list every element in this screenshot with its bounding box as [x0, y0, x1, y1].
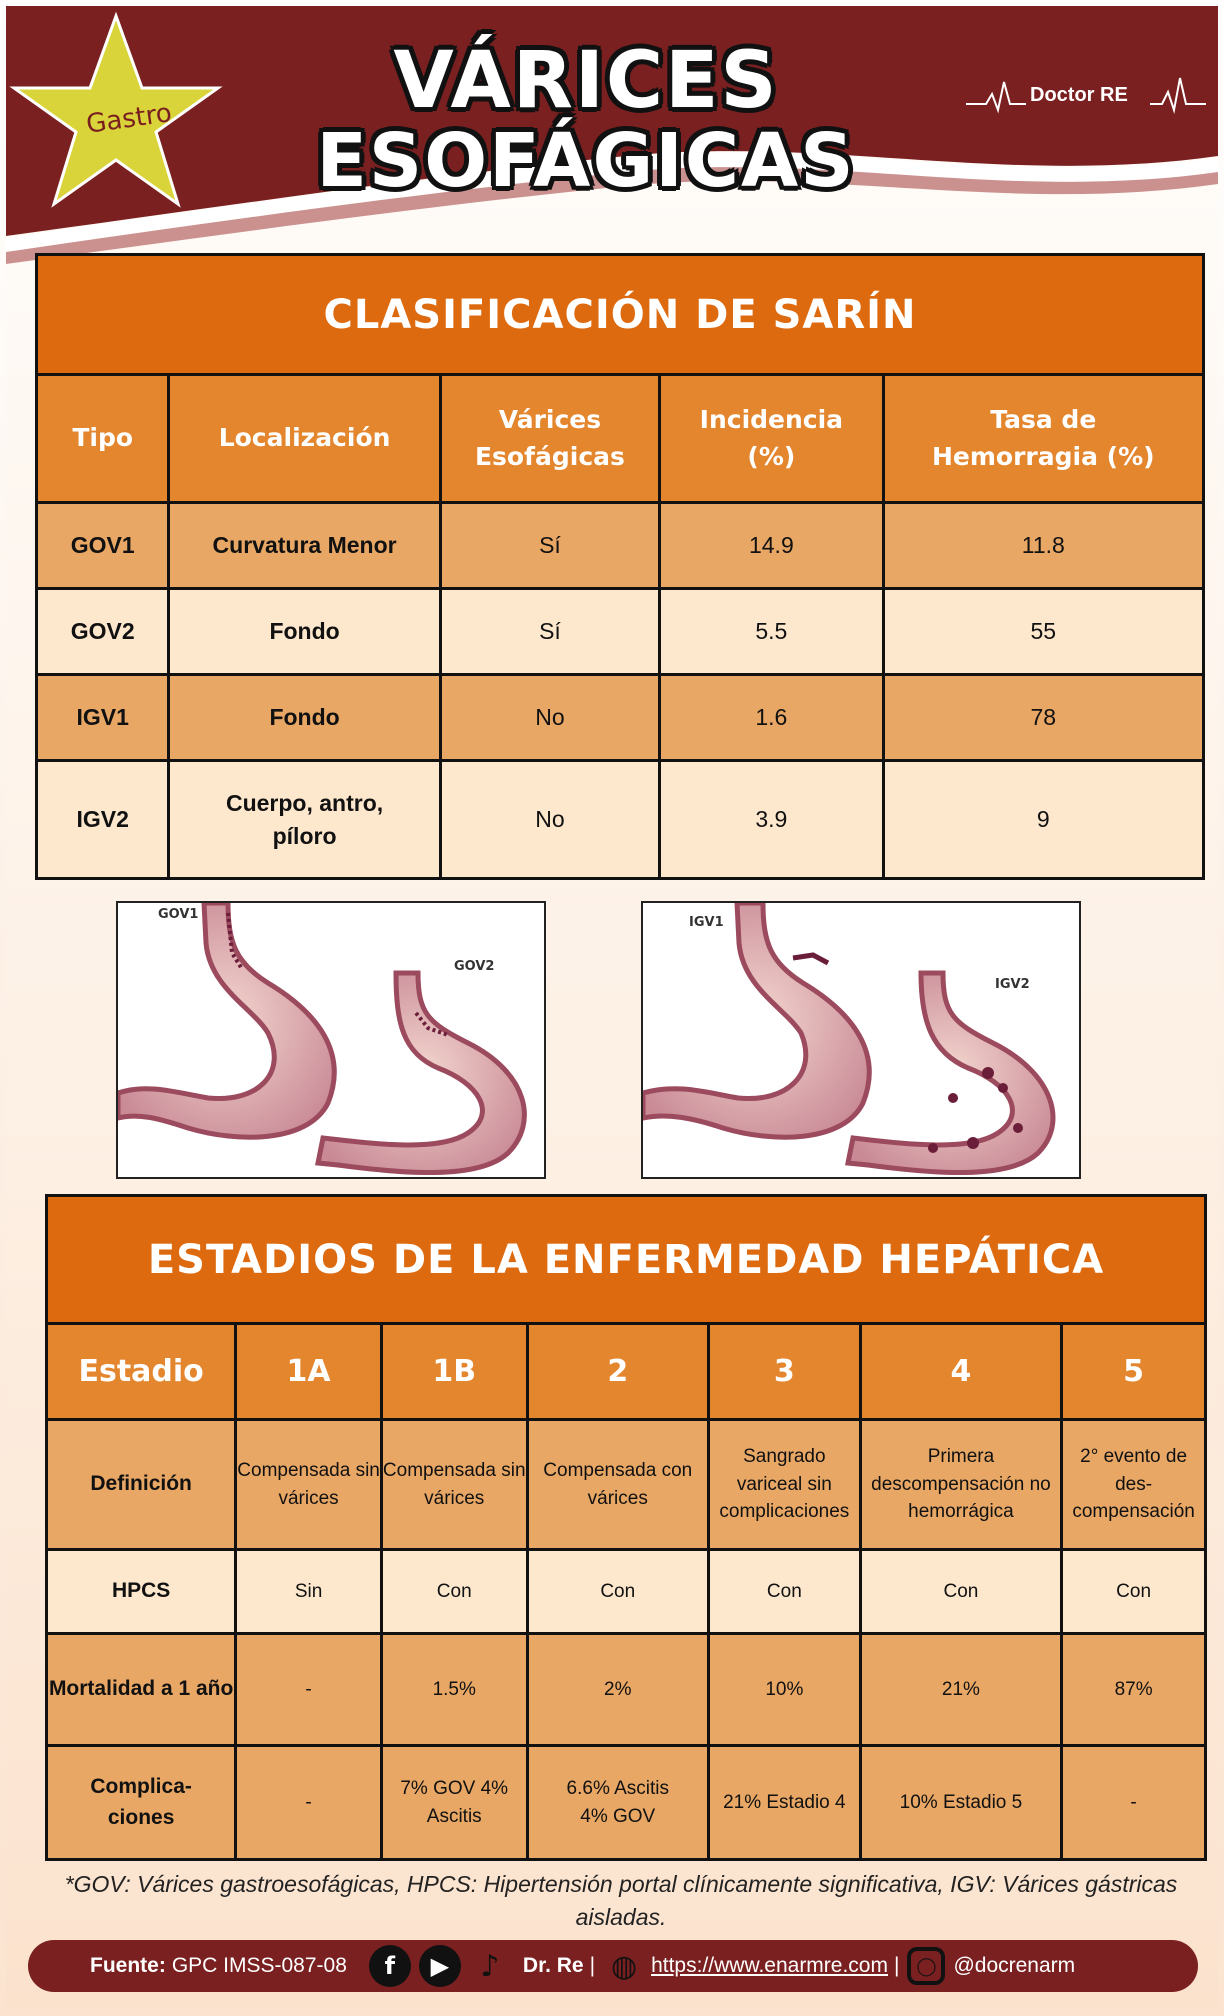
col-header-hemorragia: Tasa de Hemorragia (%) — [883, 375, 1203, 503]
table-row — [37, 675, 1204, 761]
row-label-hpcs: HPCS — [47, 1550, 236, 1634]
col-header-stage: 4 — [860, 1324, 1061, 1420]
brand-logo — [966, 76, 1206, 116]
cell-incidencia: 14.9 — [660, 503, 883, 589]
tiktok-icon[interactable]: ♪ — [480, 1948, 500, 1984]
table-cell: Sin — [236, 1550, 382, 1634]
col-header-incidencia: Incidencia (%) — [660, 375, 883, 503]
separator: | — [589, 1954, 596, 1977]
table-cell: Con — [708, 1550, 860, 1634]
table-cell: Compensada con várices — [527, 1420, 708, 1550]
cell-incidencia: 5.5 — [660, 589, 883, 675]
label-igv2: IGV2 — [995, 977, 1030, 992]
source-value: GPC IMSS-087-08 — [171, 1954, 347, 1977]
cell-localizacion: Fondo — [169, 589, 440, 675]
cell-varices: Sí — [440, 589, 659, 675]
table-cell: - — [236, 1634, 382, 1746]
page-title-line1: VÁRICES — [393, 36, 779, 126]
table-row — [37, 503, 1204, 589]
cell-localizacion: Fondo — [169, 675, 440, 761]
author-name: Dr. Re — [522, 1954, 584, 1977]
cell-hemorragia: 9 — [883, 761, 1203, 879]
estadios-title: ESTADIOS DE LA ENFERMEDAD HEPÁTICA — [47, 1196, 1206, 1324]
globe-icon: ◍ — [610, 1948, 638, 1984]
label-gov1: GOV1 — [158, 907, 199, 922]
cell-localizacion: Cuerpo, antro, píloro — [169, 761, 440, 879]
page-title-line2: ESOFÁGICAS — [316, 118, 856, 204]
table-cell: Primera descompensación no hemorrágica — [860, 1420, 1061, 1550]
col-header-varices: Várices Esofágicas — [440, 375, 659, 503]
table-cell: Con — [1062, 1550, 1206, 1634]
col-header-localizacion: Localización — [169, 375, 440, 503]
table-cell: 2° evento de des-compensación — [1062, 1420, 1206, 1550]
col-header-stage: 1B — [381, 1324, 527, 1420]
row-label-complicaciones: Complica-ciones — [47, 1746, 236, 1860]
stomach-diagram-icon — [118, 903, 546, 1179]
header-banner — [6, 6, 1218, 266]
table-cell: Con — [527, 1550, 708, 1634]
table-cell: Con — [860, 1550, 1061, 1634]
col-header-stage: 5 — [1062, 1324, 1206, 1420]
table-cell: - — [236, 1746, 382, 1860]
cell-tipo: GOV1 — [37, 503, 169, 589]
cell-varices: No — [440, 675, 659, 761]
instagram-icon[interactable]: ◯ — [907, 1947, 945, 1985]
source-label: Fuente: — [90, 1954, 166, 1977]
cell-incidencia: 3.9 — [660, 761, 883, 879]
table-row — [37, 761, 1204, 879]
col-header-stage: 2 — [527, 1324, 708, 1420]
table-cell: 1.5% — [381, 1634, 527, 1746]
separator: | — [893, 1954, 900, 1977]
table-cell: 10% Estadio 5 — [860, 1746, 1061, 1860]
stomach-diagram-icon — [643, 903, 1081, 1179]
col-header-estadio: Estadio — [47, 1324, 236, 1420]
cell-varices: Sí — [440, 503, 659, 589]
col-header-stage: 1A — [236, 1324, 382, 1420]
table-row — [47, 1550, 1206, 1634]
sarin-table — [35, 253, 1205, 880]
infographic — [6, 6, 1218, 2010]
table-cell: 21% Estadio 4 — [708, 1746, 860, 1860]
table-cell: 2% — [527, 1634, 708, 1746]
footer-bar — [28, 1940, 1198, 1992]
instagram-handle[interactable]: @docrenarm — [953, 1954, 1076, 1977]
youtube-icon[interactable]: ▶ — [419, 1945, 461, 1987]
sarin-title: CLASIFICACIÓN DE SARÍN — [37, 255, 1204, 375]
cell-tipo: GOV2 — [37, 589, 169, 675]
table-row — [47, 1420, 1206, 1550]
cell-hemorragia: 78 — [883, 675, 1203, 761]
col-header-stage: 3 — [708, 1324, 860, 1420]
table-row — [47, 1634, 1206, 1746]
cell-varices: No — [440, 761, 659, 879]
table-cell: 87% — [1062, 1634, 1206, 1746]
cell-localizacion: Curvatura Menor — [169, 503, 440, 589]
stomach-illustration-igv — [641, 901, 1081, 1179]
gastro-badge: Gastro — [84, 98, 174, 140]
website-link[interactable]: https://www.enarmre.com — [651, 1954, 888, 1977]
cell-tipo: IGV1 — [37, 675, 169, 761]
table-row — [47, 1746, 1206, 1860]
row-label-definicion: Definición — [47, 1420, 236, 1550]
table-cell: 7% GOV 4% Ascitis — [381, 1746, 527, 1860]
table-cell: 21% — [860, 1634, 1061, 1746]
table-cell: Compensada sin várices — [236, 1420, 382, 1550]
cell-incidencia: 1.6 — [660, 675, 883, 761]
col-header-tipo: Tipo — [37, 375, 169, 503]
table-row — [37, 589, 1204, 675]
brand-name: Doctor RE — [1030, 84, 1128, 106]
cell-tipo: IGV2 — [37, 761, 169, 879]
table-cell: Compensada sin várices — [381, 1420, 527, 1550]
table-cell: Con — [381, 1550, 527, 1634]
row-label-mortalidad: Mortalidad a 1 año — [47, 1634, 236, 1746]
label-igv1: IGV1 — [689, 915, 724, 930]
footnote: *GOV: Várices gastroesofágicas, HPCS: Hipertensión portal clínicamente significativa, IGV: Várices gástricas aisladas. — [64, 1871, 1178, 1931]
estadios-table — [45, 1194, 1207, 1861]
table-cell: 6.6% Ascitis 4% GOV — [527, 1746, 708, 1860]
stomach-illustration-gov — [116, 901, 546, 1179]
table-cell: Sangrado variceal sin complicaciones — [708, 1420, 860, 1550]
table-cell: - — [1062, 1746, 1206, 1860]
table-cell: 10% — [708, 1634, 860, 1746]
cell-hemorragia: 55 — [883, 589, 1203, 675]
cell-hemorragia: 11.8 — [883, 503, 1203, 589]
facebook-icon[interactable]: f — [369, 1945, 411, 1987]
label-gov2: GOV2 — [454, 959, 495, 974]
